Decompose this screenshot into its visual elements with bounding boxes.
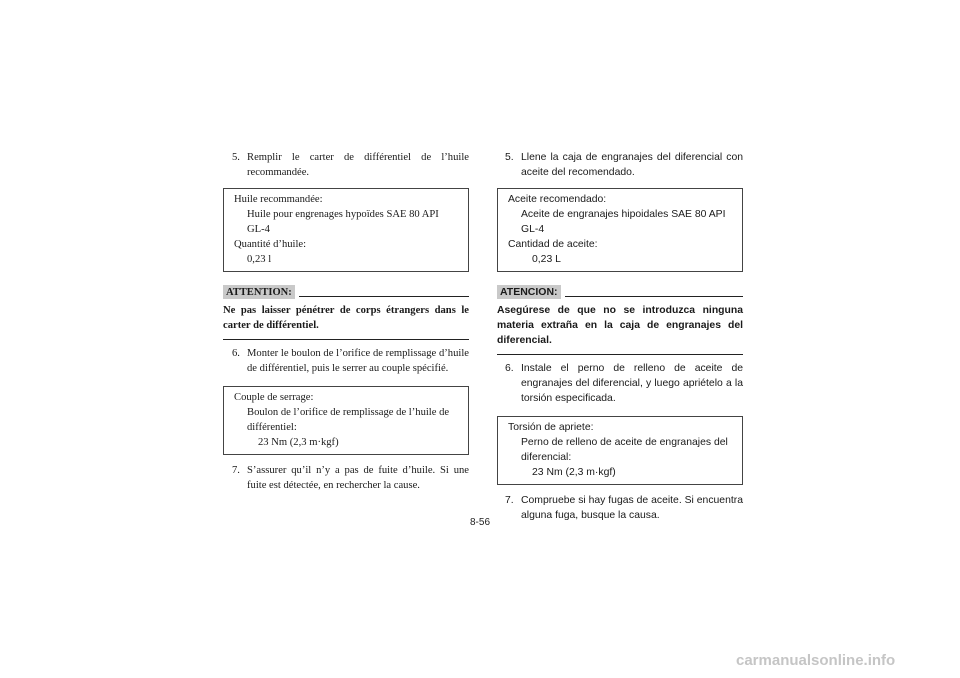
es-oil-grade: GL-4 (521, 224, 545, 235)
es-step-7-text: Compruebe si hay fugas de aceite. Si encuentra alguna fuga, busque la causa. (521, 495, 743, 521)
fr-step-5-text: Remplir le carter de différentiel de l’huile recommandée. (247, 152, 469, 178)
fr-torque-label: Couple de serrage: (234, 392, 314, 403)
fr-torque-box (223, 386, 469, 455)
fr-step-7 (223, 463, 469, 493)
fr-attention-rule (299, 296, 469, 297)
fr-torque-item: Boulon de l’orifice de remplissage de l’huile de différentiel: (247, 407, 450, 433)
fr-quantity-value: 0,23 l (247, 254, 272, 265)
es-atencion-end-rule (497, 354, 743, 355)
es-oil-type: Aceite de engranajes hipoidales SAE 80 API (521, 209, 726, 220)
es-atencion-header (497, 285, 743, 299)
es-step-5-text: Llene la caja de engranajes del diferencial con aceite del recomendado. (521, 152, 743, 178)
es-torque-value: 23 Nm (2,3 m·kgf) (532, 467, 616, 478)
es-quantity-label: Cantidad de aceite: (508, 239, 598, 250)
es-step-6 (497, 361, 743, 406)
fr-oil-grade: GL-4 (247, 224, 270, 235)
fr-attention-text: Ne pas laisser pénétrer de corps étrangers dans le carter de différentiel. (223, 305, 469, 331)
spanish-column (497, 150, 743, 523)
es-step-6-number: 6. (505, 363, 514, 374)
es-atencion-tag: ATENCION: (497, 285, 561, 299)
watermark: carmanualsonline.info (736, 652, 896, 669)
es-torque-item: Perno de relleno de aceite de engranajes del diferencial: (521, 437, 728, 463)
fr-attention-end-rule (223, 339, 469, 340)
fr-step-7-text: S’assurer qu’il n’y a pas de fuite d’huile. Si une fuite est détectée, en rechercher la cause. (247, 465, 469, 491)
fr-attention-tag: ATTENTION: (223, 285, 295, 299)
es-oil-label: Aceite recomendado: (508, 194, 607, 205)
fr-step-5-number: 5. (232, 152, 240, 163)
es-step-5 (497, 150, 743, 180)
fr-step-5 (223, 150, 469, 180)
fr-quantity-label: Quantité d’huile: (234, 239, 307, 250)
fr-oil-spec-box (223, 188, 469, 272)
es-step-7 (497, 493, 743, 523)
es-oil-spec-box (497, 188, 743, 272)
french-column (223, 150, 469, 493)
fr-step-6-text: Monter le boulon de l’orifice de remplissage d’huile de différentiel, puis le serrer au couple spécifié. (247, 348, 469, 374)
fr-oil-type: Huile pour engrenages hypoïdes SAE 80 API (247, 209, 439, 220)
es-atencion-rule (565, 296, 743, 297)
fr-step-7-number: 7. (232, 465, 240, 476)
es-step-6-text: Instale el perno de relleno de aceite de engranajes del diferencial, y luego apriételo a la torsión especificada. (521, 363, 743, 404)
es-step-7-number: 7. (505, 495, 514, 506)
page-number: 8-56 (469, 517, 490, 528)
es-step-5-number: 5. (505, 152, 514, 163)
fr-step-6 (223, 346, 469, 376)
es-torque-box (497, 416, 743, 485)
es-torque-label: Torsión de apriete: (508, 422, 594, 433)
es-quantity-value: 0,23 L (532, 254, 561, 265)
fr-torque-value: 23 Nm (2,3 m·kgf) (258, 437, 339, 448)
es-atencion-text: Asegúrese de que no se introduzca ninguna materia extraña en la caja de engranajes del diferencial. (497, 305, 743, 346)
fr-step-6-number: 6. (232, 348, 240, 359)
fr-attention-header (223, 285, 469, 299)
fr-oil-label: Huile recommandée: (234, 194, 323, 205)
